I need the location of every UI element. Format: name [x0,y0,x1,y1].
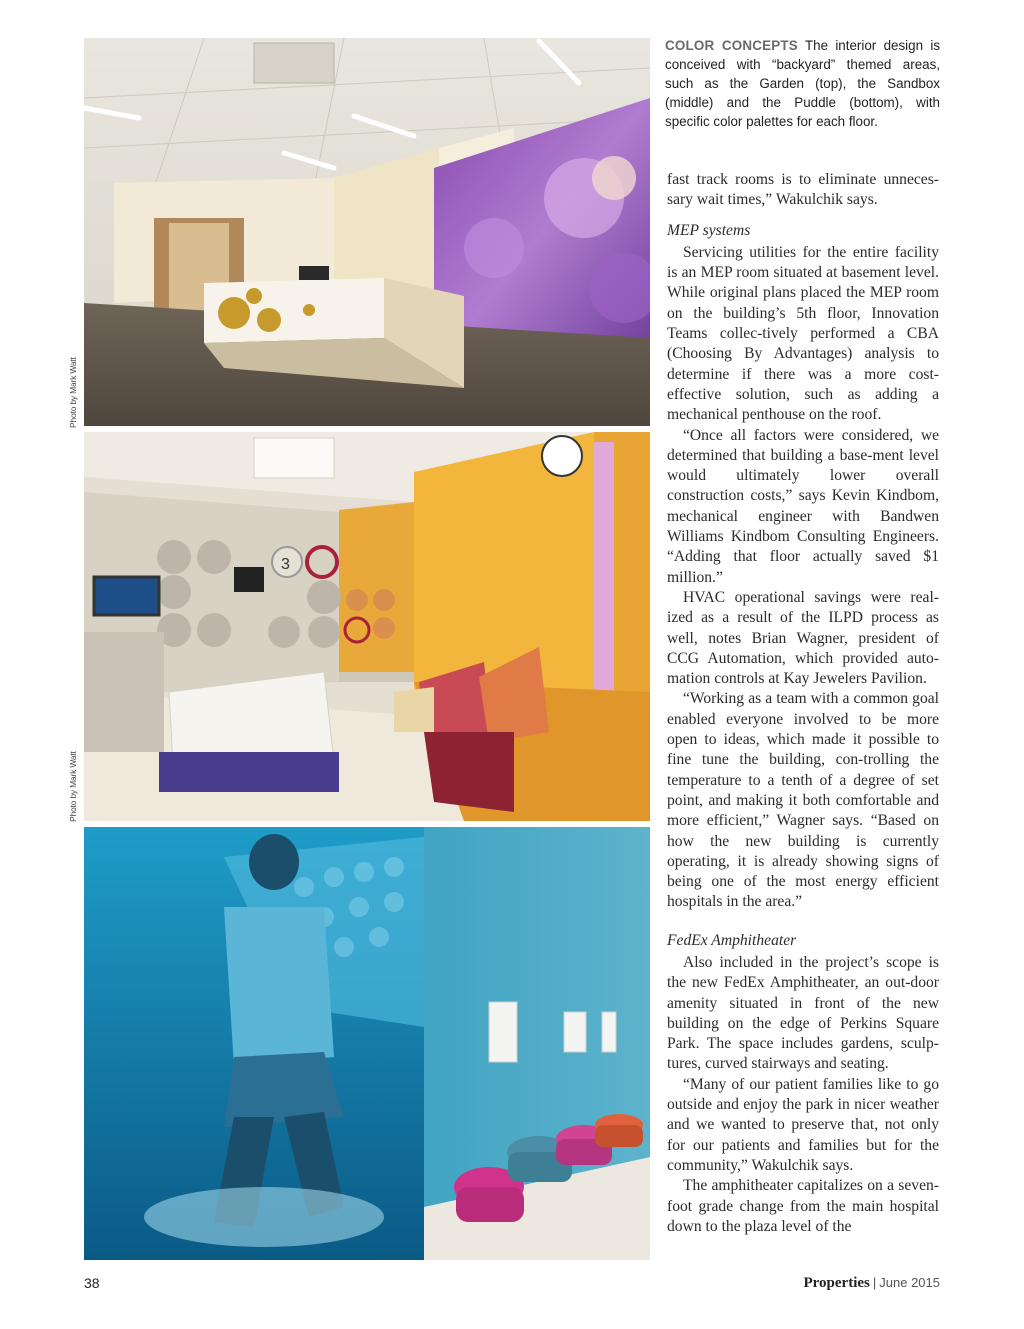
photo-caption [665,36,940,131]
photo-credit-mid: Photo by Mark Watt [68,751,78,822]
article-paragraph: “Many of our patient families like to go outside and enjoy the park in nicer weather and we wanted to preserve that, not only for our patients and families but for the community,” Wakulchik says. [667,1075,939,1174]
sandbox-room-photo [84,432,650,821]
page-number: 38 [84,1275,100,1291]
garden-lobby-photo [84,38,650,426]
section-heading-fedex: FedEx Amphitheater [667,931,797,949]
article-paragraph: The amphitheater capitalizes on a seven-foot grade change from the main hospital down to the plaza level of the [667,1177,939,1235]
article-paragraph: “Working as a team with a common goal enabled everyone involved to be more open to ideas, which made it possible to fine tune the building, con-trolling the temperature to a tenth of a degree of set point, and making it both comfortable and more efficient,” Wagner says. “Based on how the new building is currently operating, it is already showing signs of being one of the most energy efficient hospitals in the area.” [667,690,939,911]
magazine-footer [804,1275,941,1292]
magazine-name: Properties [803,1275,870,1291]
caption-lead: COLOR CONCEPTS [665,38,798,53]
issue-date: June 2015 [879,1275,940,1290]
article-paragraph: Servicing utilities for the entire facility is an MEP room situated at basement level. While original plans placed the MEP room on the building’s 5th floor, Innovation Teams collec-tively performed a CBA (Choosing By Advantages) analysis to determine if there was a more cost-effective solution, such as adding a mechanical penthouse on the roof. [667,243,939,424]
puddle-corridor-photo [84,827,650,1260]
article-paragraph: Also included in the project’s scope is the new FedEx Amphitheater, an out-door amenity situated in front of the new building on the edge of Perkins Square Park. The space includes gardens, sculp-tures, curved stairways and seating. [667,953,939,1073]
room-number: 3 [281,556,290,573]
article-paragraph: “Once all factors were considered, we determined that building a base-ment level would ultimately lower overall construction costs,” says Kevin Kindbom, mechanical engineer with Bandwen Williams Kindbom Consulting Engineers. “Adding that floor actually saved $1 million.” [667,426,939,586]
photo-credit-top: Photo by Mark Watt [68,357,78,428]
article-paragraph: fast track rooms is to eliminate unneces-sary wait times,” Wakulchik says. [667,171,939,209]
article-paragraph: HVAC operational savings were real-ized as a result of the ILPD process as well, notes Brian Wagner, president of CCG Automation, which provided auto-mation controls at Kay Jewelers Pavilion. [667,588,939,688]
section-heading-mep: MEP systems [667,221,751,239]
caption-text: The interior design is conceived with “backyard” themed areas, such as the Garden (top), the Sandbox (middle) and the Puddle (bottom), with specific color palettes for each floor. [665,38,941,129]
footer-separator: | [872,1275,877,1290]
article-body [667,170,939,1237]
